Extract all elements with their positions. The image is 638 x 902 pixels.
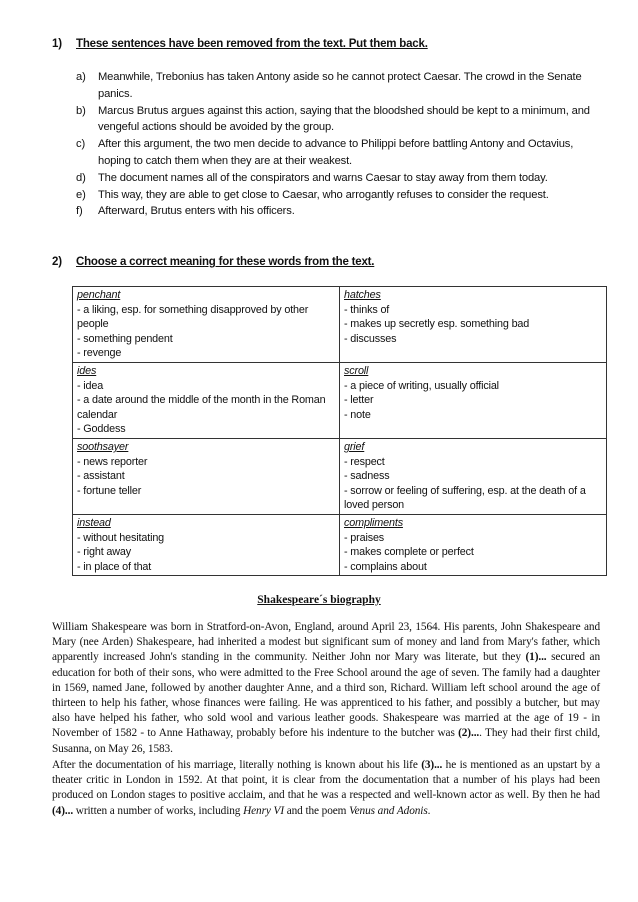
question-1-heading bbox=[52, 38, 428, 50]
vocab-cell bbox=[73, 438, 340, 514]
work-title: Venus and Adonis bbox=[349, 804, 428, 817]
vocab-cell bbox=[73, 514, 340, 575]
paragraph-text: . They had their first child, Susanna, on May 26, 1583. bbox=[52, 727, 600, 755]
vocab-word: grief bbox=[344, 440, 365, 453]
paragraph-text: William Shakespeare was born in Stratford-on-Avon, England, around April 23, 1564. His parents, John Shakespeare and Mary (nee Arden) Shakespeare, had inherited a modest but significant sum of money and land from Mary's father, which apparently increased John's standing in the community. Neither John nor Mary was literate, but they bbox=[52, 621, 600, 664]
paragraph-text: After the documentation of his marriage, literally nothing is known about his life bbox=[52, 759, 422, 771]
vocab-word: hatches bbox=[344, 289, 381, 301]
vocab-cell bbox=[73, 362, 340, 438]
paragraph-text: . bbox=[427, 804, 431, 817]
vocab-definition: - a liking, esp. for something disapproved by other people bbox=[77, 303, 309, 331]
item-label: b) bbox=[76, 104, 86, 117]
item-text: This way, they are able to get close to Caesar, who arrogantly refuses to consider the request. bbox=[98, 188, 549, 201]
item-label: f) bbox=[76, 205, 83, 218]
list-item bbox=[76, 69, 596, 103]
item-label: e) bbox=[76, 188, 86, 201]
paragraph-text: written a number of works, including bbox=[73, 804, 244, 817]
removed-sentences-list bbox=[76, 69, 596, 220]
biography-paragraph-1 bbox=[52, 620, 600, 757]
table-row bbox=[73, 438, 607, 514]
list-item bbox=[76, 103, 596, 137]
list-item bbox=[76, 187, 596, 204]
vocab-definition: - praises bbox=[344, 531, 385, 544]
vocab-definition: - a date around the middle of the month in the Roman calendar bbox=[77, 394, 326, 421]
vocabulary-table bbox=[72, 286, 607, 576]
question-2-heading bbox=[52, 256, 374, 268]
vocab-word: soothsayer bbox=[77, 440, 129, 453]
vocab-definition: - in place of that bbox=[77, 560, 152, 573]
table-row bbox=[73, 287, 607, 363]
vocab-word: ides bbox=[77, 364, 97, 377]
vocab-definition: - without hesitating bbox=[77, 531, 165, 544]
vocab-definition: - makes complete or perfect bbox=[344, 546, 474, 559]
vocab-definition: - fortune teller bbox=[77, 484, 142, 497]
vocab-word: scroll bbox=[344, 364, 369, 377]
list-item bbox=[76, 203, 596, 220]
blank-3: (3)... bbox=[421, 759, 443, 771]
vocab-definition: - makes up secretly esp. something bad bbox=[344, 318, 530, 331]
vocab-definition: - discusses bbox=[344, 332, 397, 345]
item-label: d) bbox=[76, 171, 86, 184]
vocab-cell bbox=[340, 287, 607, 363]
vocab-definition: - note bbox=[344, 408, 371, 421]
vocab-definition: - Goddess bbox=[77, 423, 126, 436]
vocab-definition: - assistant bbox=[77, 470, 125, 483]
vocab-definition: - something pendent bbox=[77, 332, 173, 345]
item-label: c) bbox=[76, 138, 86, 151]
vocab-word: compliments bbox=[344, 516, 403, 529]
blank-2: (2)... bbox=[458, 727, 480, 740]
paragraph-text: he is mentioned as an upstart by a theater critic in London in 1592. At that point, it is clear from the documentation that a number of his plays had been produced on London stages to positive acclaim, and that he was a respected and well-known actor as well. By then he had bbox=[52, 759, 601, 802]
table-row bbox=[73, 362, 607, 438]
vocab-definition: - sadness bbox=[344, 470, 390, 483]
item-text: Afterward, Brutus enters with his officers. bbox=[98, 205, 295, 218]
question-2-title: Choose a correct meaning for these words from the text. bbox=[76, 256, 375, 268]
vocab-cell bbox=[73, 287, 340, 363]
list-item bbox=[76, 136, 596, 170]
vocab-cell bbox=[340, 362, 607, 438]
biography-title: Shakespeare´s biography bbox=[257, 594, 381, 606]
vocab-definition: - sorrow or feeling of suffering, esp. at the death of a loved person bbox=[344, 484, 586, 512]
item-text: Marcus Brutus argues against this action, saying that the bloodshed should be kept to a minimum, and vengeful actions should be avoided by the group. bbox=[98, 104, 590, 134]
question-2-number: 2) bbox=[52, 256, 62, 268]
blank-1: (1)... bbox=[525, 651, 547, 664]
question-1-number: 1) bbox=[52, 38, 62, 50]
item-text: The document names all of the conspirators and warns Caesar to stay away from them today. bbox=[98, 171, 548, 184]
vocab-definition: - revenge bbox=[77, 347, 122, 360]
vocab-cell bbox=[340, 514, 607, 575]
vocab-definition: - thinks of bbox=[344, 303, 390, 316]
table-row bbox=[73, 514, 607, 575]
vocab-definition: - a piece of writing, usually official bbox=[344, 379, 499, 392]
paragraph-text: and the poem bbox=[283, 804, 350, 817]
vocab-definition: - news reporter bbox=[77, 455, 148, 468]
work-title: Henry VI bbox=[243, 804, 284, 817]
vocab-word: instead bbox=[77, 516, 111, 529]
vocab-definition: - idea bbox=[77, 379, 104, 392]
vocab-cell bbox=[340, 438, 607, 514]
item-label: a) bbox=[76, 71, 86, 83]
list-item bbox=[76, 170, 596, 187]
vocab-word: penchant bbox=[77, 289, 121, 301]
biography-paragraph-2 bbox=[52, 758, 600, 819]
paragraph-text: secured an education for both of their sons, who were admitted to the Free School around the age of seven. The family had a daughter in 1569, named Jane, followed by another daughter Anne, and a third son, Richard. William left school around the age of thirteen to help his father, whose finances were failing. He was apprenticed to his father, and possibly a butcher, but may also have helped his father, who sold wool and various leather goods. Shakespeare was married at the age of 19 - in November of 1582 - to Anne Hathaway, probably before his indenture to the butcher was bbox=[52, 651, 601, 740]
question-1-title: These sentences have been removed from the text. Put them back. bbox=[76, 38, 428, 50]
vocab-definition: - respect bbox=[344, 455, 385, 468]
blank-4: (4)... bbox=[52, 804, 74, 817]
item-text: Meanwhile, Trebonius has taken Antony aside so he cannot protect Caesar. The crowd in the Senate panics. bbox=[98, 71, 582, 100]
vocab-definition: - letter bbox=[344, 394, 374, 407]
item-text: After this argument, the two men decide to advance to Philippi before battling Antony and Octavius, hoping to catch them when they are at their weakest. bbox=[98, 138, 574, 167]
vocab-definition: - right away bbox=[77, 546, 132, 559]
vocab-definition: - complains about bbox=[344, 560, 427, 573]
